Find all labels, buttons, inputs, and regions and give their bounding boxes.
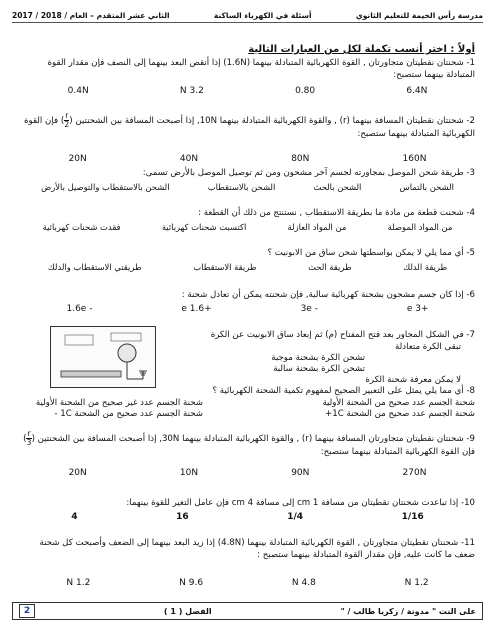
question-1-options (22, 86, 473, 96)
option[interactable]: 0.4N (67, 86, 89, 96)
option[interactable]: 4.8 N (291, 578, 316, 588)
question-1-stem: 1- شحنتان نقطيتان متجاورتان , القوة الكهربائية المتبادلة بينهما (1.6N) إذا أنقص البعد بينهما إلى النصف فإن مقدار القوة المتبادلة بينهما ستصبح: (47, 58, 475, 80)
option[interactable]: تبقى الكرة متعادلة (395, 342, 461, 352)
question-8-options-right (192, 398, 475, 420)
option[interactable]: 40N (179, 154, 199, 164)
question-8-stem: 8- أي مما يلي يمثل على التعبير الصحيح لمفهوم تكمية الشحنة الكهربائية ؟ (212, 386, 475, 396)
option[interactable]: طريقة الحث (308, 262, 352, 272)
question-5-stem: 5- أي مما يلي لا يمكن بواسطتها شحن ساق من الابونيت ؟ (267, 248, 475, 258)
question-11-stem: 11- شحنتان نقطيتان متجاورتان , القوة الكهربائية المتبادلة بينهما (4.8N) إذا زيد البعد بينهما إلى الضعف وأصبحت كل شحنة ضعف ما كانت عليه, فإن مقدار القوة المتبادلة بينهما ستصبح : (39, 538, 475, 560)
option[interactable]: 80N (291, 154, 310, 164)
option[interactable]: لا يمكن معرفة شحنة الكرة (365, 375, 461, 385)
question-6-stem: 6- إذا كان جسم مشحون بشحنة كهربائية سالبة, فإن شحنته يمكن أن تعادل شحنة : (181, 290, 475, 300)
option[interactable]: 16 (176, 512, 189, 522)
option[interactable]: 1/4 (287, 512, 304, 522)
question-3-stem: 3- طريقة شحن الموصل بمجاورته لجسم آخر مشحون ومن ثم توصيل الموصل بالأرض تسمى: (142, 168, 475, 178)
option[interactable]: فقدت شحنات كهربائية (42, 222, 121, 232)
option[interactable]: - 3e (300, 304, 318, 314)
question-9-options (22, 468, 473, 478)
document-page (12, 8, 483, 632)
question-2: 2- شحنتان نقطيتان المسافة بينهما (r) , والقوة الكهربائية المتبادلة بينهما 10N, إذا أصبحت المسافة بين الشحنتين ( $\frac{r}{2}$ ) فإن القوة الكهربائية المتبادلة بينهما ستصبح: (24, 111, 475, 139)
question-4 (22, 208, 475, 220)
option[interactable]: تشحن الكرة بشحنة سالبة (273, 364, 365, 374)
question-11 (22, 538, 475, 561)
option[interactable]: 6.4N (406, 86, 428, 96)
option[interactable]: تشحن الكرة بشحنة موجبة (271, 353, 365, 363)
question-9-stem-tail: فإن القوة الكهربائية المتبادلة بينهما ستصبح: (320, 447, 475, 457)
grade-year: الثاني عشر المتقدم – العام / 2018 / 2017 (12, 10, 170, 20)
option[interactable]: 90N (291, 468, 310, 478)
option[interactable]: الشحن بالحث (313, 182, 362, 192)
option[interactable]: من المواد العازلة (287, 222, 347, 232)
option[interactable]: 0.80 (295, 86, 316, 96)
question-2-options (22, 154, 473, 164)
option[interactable]: 1.2 N (404, 578, 429, 588)
option[interactable]: 10N (179, 468, 199, 478)
option[interactable]: الشحن بالاستقطاب والتوصيل بالأرض (41, 182, 170, 192)
question-10-stem: 10- إذا تباعدت شحنتان نقطيتان من مسافة 1 cm إلى مسافة 4 cm فإن عامل التغير للقوة بينهما: (126, 498, 475, 508)
question-6-options (22, 304, 473, 314)
question-11-options (22, 578, 473, 588)
fraction: $\frac{r}{2}$ (64, 111, 70, 129)
page-header (12, 8, 483, 23)
question-6 (22, 290, 475, 302)
option[interactable]: 20N (68, 468, 87, 478)
option[interactable]: طريقتي الاستقطاب والدلك (47, 262, 142, 272)
subject-title: أسئلة في الكهرباء الساكنة (213, 10, 312, 20)
circuit-figure (50, 326, 156, 388)
question-10 (22, 498, 475, 510)
option[interactable]: الشحن بالاستقطاب (207, 182, 276, 192)
option[interactable]: 3.2 N (179, 86, 204, 96)
footer-author: على النت " مدونة / زكريا طالب / " (340, 606, 476, 616)
option[interactable]: 270N (402, 468, 427, 478)
question-7 (162, 330, 475, 342)
question-2-stem: 2- شحنتان نقطيتان المسافة بينهما (r) , والقوة الكهربائية المتبادلة بينهما 10N, إذا أصبحت المسافة بين الشحنتين (75, 116, 475, 126)
option[interactable]: شحنة الجسم عدد غير صحيح من الشحنة الأولية (35, 398, 203, 408)
question-5-options (22, 262, 473, 272)
footer-chapter: الفصل ( 1 ) (163, 606, 212, 616)
page-number: 2 (19, 604, 35, 618)
question-7-stem: 7- في الشكل المجاور بعد فتح المفتاح (م) ثم إبعاد ساق الابونيت عن الكرة (210, 330, 475, 340)
section-title: أولاً : اختر أنسب تكملة لكل من العبارات التالية (248, 44, 475, 55)
question-8-options-left (22, 398, 203, 420)
question-4-options (22, 222, 473, 232)
question-9: 9- شحنتان نقطيتان متجاورتان المسافة بينهما (r) , والقوة الكهربائية المتبادلة بينهما 30N, إذا أصبحت المسافة بين الشحنتين ( $\frac{r}{3}$ ) فإن القوة الكهربائية المتبادلة بينهما ستصبح: (23, 429, 475, 457)
school-name: مدرسة رأس الخيمة للتعليم الثانوي (355, 10, 483, 20)
question-4-stem: 4- شحنت قطعة من مادة ما بطريقة الاستقطاب , نستنتج من ذلك أن القطعة : (198, 208, 475, 218)
page-footer (12, 602, 483, 620)
option[interactable]: من المواد الموصلة (387, 222, 453, 232)
question-2-stem-tail: فإن القوة الكهربائية المتبادلة بينهما ستصبح: (24, 116, 475, 139)
question-8 (22, 386, 475, 398)
question-5 (22, 248, 475, 260)
option[interactable]: شحنة الجسم عدد صحيح من الشحنة 1C+ (325, 409, 475, 419)
option[interactable]: +3 e (406, 304, 429, 314)
question-3-options (22, 182, 473, 192)
question-7-options (162, 342, 475, 386)
option[interactable]: شحنة الجسم عدد صحيح من الشحنة 1C - (54, 409, 203, 419)
option[interactable]: 9.6 N (179, 578, 204, 588)
option[interactable]: +1.6 e (181, 304, 212, 314)
option[interactable]: طريقة الاستقطاب (193, 262, 257, 272)
option[interactable]: 20N (68, 154, 87, 164)
option[interactable]: طريقة الدلك (403, 262, 448, 272)
option[interactable]: 4 (71, 512, 78, 522)
option[interactable]: اكتسبت شحنات كهربائية (161, 222, 247, 232)
option[interactable]: - 1.6e (66, 304, 93, 314)
fraction: $\frac{r}{3}$ (26, 429, 32, 447)
option[interactable]: 1/16 (401, 512, 424, 522)
circuit-diagram (51, 327, 155, 387)
question-1 (22, 58, 475, 81)
option[interactable]: شحنة الجسم عدد صحيح من الشحنة الأولية (322, 398, 475, 408)
option[interactable]: الشحن بالتماس (399, 182, 454, 192)
question-3 (22, 168, 475, 180)
option[interactable]: 160N (402, 154, 427, 164)
option[interactable]: 1.2 N (66, 578, 91, 588)
question-9-stem: 9- شحنتان نقطيتان متجاورتان المسافة بينهما (r) , والقوة الكهربائية المتبادلة بينهما 30N, إذا أصبحت المسافة بين الشحنتين (37, 434, 475, 444)
question-10-options (22, 512, 473, 522)
